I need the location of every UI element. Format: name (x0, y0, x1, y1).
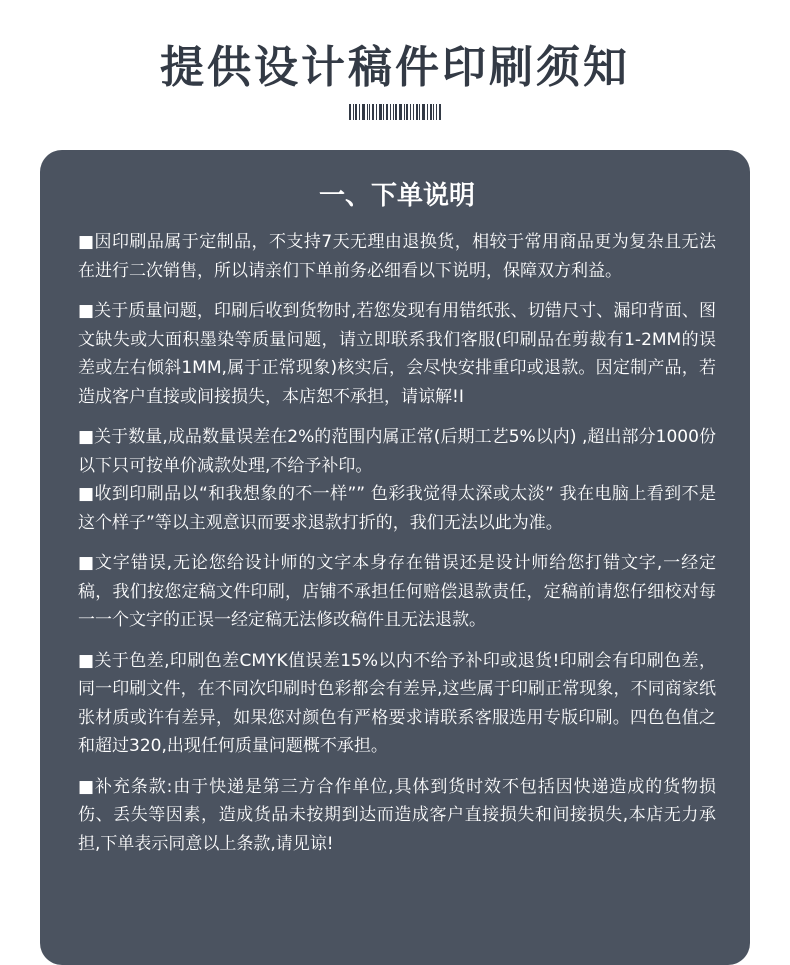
paragraph-quality: ■关于质量问题，印刷后收到货物时,若您发现有用错纸张、切错尺寸、漏印背面、图文缺失或大面积墨染等质量问题，请立即联系我们客服(印刷品在剪裁有1-2MM的误差或左右倾斜1MM,属于正常现象)核实后，会尽快安排重印或退款。因定制产品，若造成客户直接或间接损失，本店恕不承担，请谅解!I (78, 301, 716, 407)
notice-card (40, 150, 750, 965)
barcode-decoration (349, 104, 441, 120)
section-title: 一、下单说明 (318, 181, 475, 211)
paragraph-color-difference: ■关于色差,印刷色差CMYK值误差15%以内不给予补印或退货!印刷会有印刷色差，同一印刷文件，在不同次印刷时色彩都会有差异,这些属于印刷正常现象，不同商家纸张材质或许有差异，如果您对颜色有严格要求请联系客服选用专版印刷。四色色值之和超过320,出现任何质量问题概不承担。 (78, 650, 716, 756)
paragraph-text-errors: ■文字错误,无论您给设计师的文字本身存在错误还是设计师给您打错文字,一经定稿，我们按您定稿文件印刷，店铺不承担任何赔偿退款责任，定稿前请您仔细校对每一一个文字的正误一经定稿无法修改稿件且无法退款。 (78, 553, 716, 630)
page-title: 提供设计稿件印刷须知 (160, 42, 630, 93)
paragraph-custom-product: ■因印刷品属于定制品，不支持7天无理由退换货，相较于常用商品更为复杂且无法在进行二次销售，所以请亲们下单前务必细看以下说明，保障双方利益。 (78, 232, 716, 281)
paragraph-supplementary: ■补充条款:由于快递是第三方合作单位,具体到货时效不包括因快递造成的货物损伤、丢失等因素，造成货品未按期到达而造成客户直接损失和间接损失,本店无力承担,下单表示同意以上条款,请见谅! (78, 776, 716, 854)
paragraph-subjective: ■收到印刷品以“和我想象的不一样”” 色彩我觉得太深或太淡” 我在电脑上看到不是这个样子”等以主观意识而要求退款打折的，我们无法以此为准。 (78, 484, 716, 533)
paragraph-quantity: ■关于数量,成品数量误差在2%的范围内属正常(后期工艺5%以内) ,超出部分1000份以下只可按单价减款处理,不给予补印。 (78, 427, 716, 476)
